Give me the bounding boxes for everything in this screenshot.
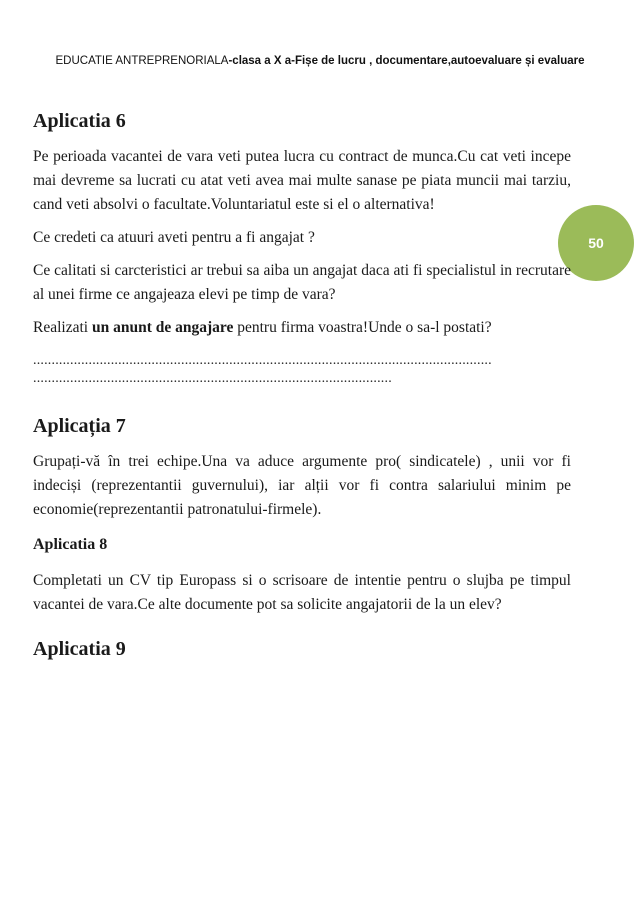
task-prefix: Realizati [33, 319, 92, 336]
aplicatia-6-task [33, 316, 571, 340]
aplicatia-7-title: Aplicația 7 [33, 415, 126, 437]
aplicatia-6-title: Aplicatia 6 [33, 110, 126, 132]
answer-line-2: ................................................................................................. [33, 371, 392, 386]
aplicatia-8-text: Completati un CV tip Europass si o scrisoare de intentie pentru o slujba pe timpul vacantei de vara.Ce alte documente pot sa solicite angajatorii de la un elev? [33, 572, 571, 613]
page-header [30, 52, 610, 71]
task-suffix: pentru firma voastra!Unde o sa-l postati? [233, 319, 492, 336]
aplicatia-6-question-2: Ce calitati si carcteristici ar trebui sa aiba un angajat daca ati fi specialistul in recrutare al unei firme ce angajeaza elevi pe timp de vara? [33, 262, 571, 303]
aplicatia-6-intro: Pe perioada vacantei de vara veti putea lucra cu contract de munca.Cu cat veti incepe mai devreme sa lucrati cu atat veti avea mai multe sanase pe piata muncii mai tarziu, cand veti absolvi o facultate.Voluntariatul este si el o alternativa! [33, 148, 571, 213]
answer-line-1: ............................................................................................................................ [33, 353, 492, 368]
header-description: -clasa a X a-Fișe de lucru , documentare,autoevaluare și evaluare [228, 55, 585, 67]
aplicatia-7-text: Grupați-vă în trei echipe.Una va aduce argumente pro( sindicatele) , unii vor fi indeciși (reprezentantii guvernului), iar alții vor fi contra salariului minim pe economie(reprezentantii patronatului-firmele). [33, 453, 571, 518]
aplicatia-8-title: Aplicatia 8 [33, 536, 108, 553]
page-number: 50 [588, 235, 604, 251]
aplicatia-6-question-1: Ce credeti ca atuuri aveti pentru a fi angajat ? [33, 229, 315, 246]
document-body [33, 107, 571, 663]
header-subject: EDUCATIE ANTREPRENORIALA [55, 55, 229, 67]
task-highlight: un anunt de angajare [91, 319, 234, 336]
aplicatia-9-title: Aplicatia 9 [33, 638, 126, 660]
